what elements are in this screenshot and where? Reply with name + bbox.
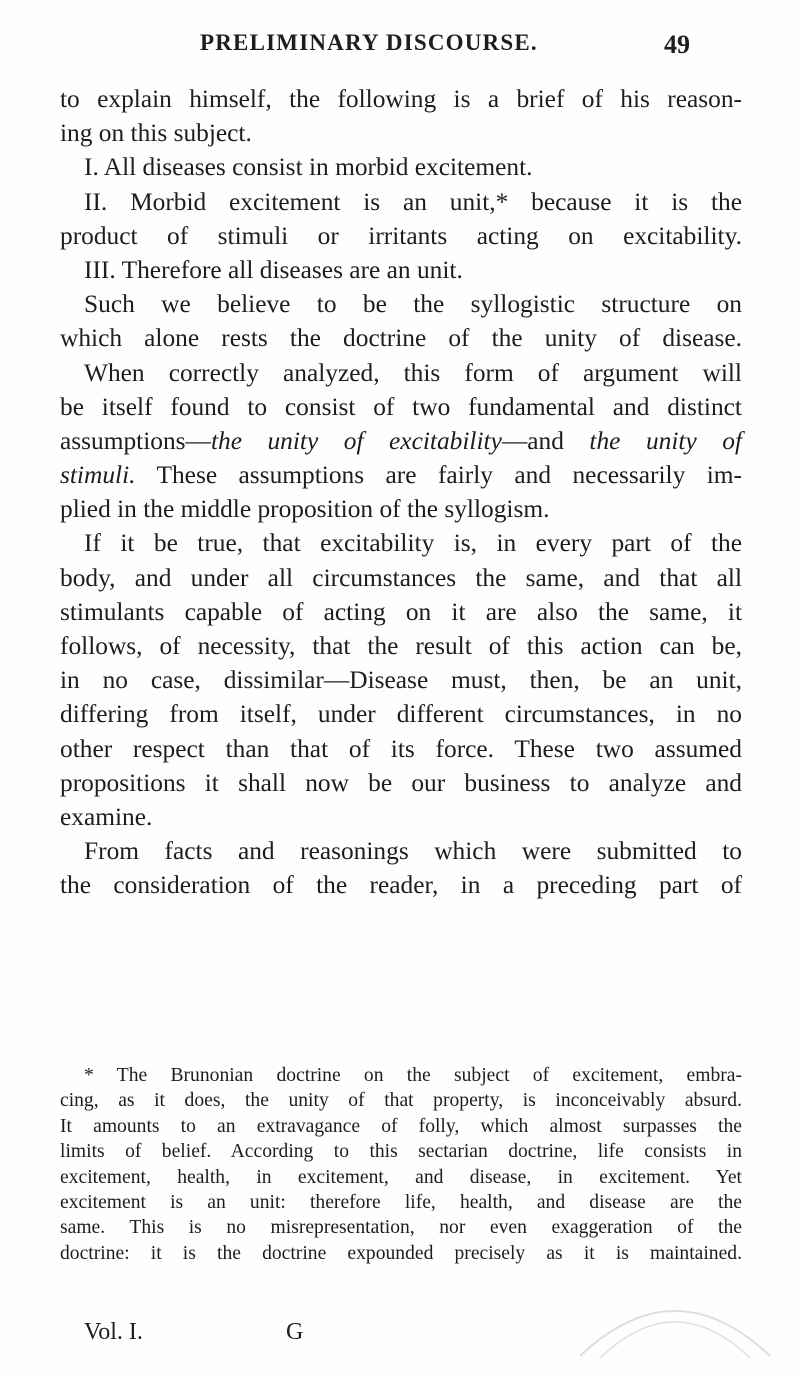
body-line: ing on this subject. (60, 119, 252, 148)
body-line: differing from itself, under different circumstances, in no (60, 700, 742, 729)
footnote-line: limits of belief. According to this sectarian doctrine, life consists in (60, 1141, 742, 1163)
body-line: body, and under all circumstances the same, and that all (60, 563, 742, 592)
body-line: to explain himself, the following is a brief of his reason- (60, 85, 742, 113)
body-line: When correctly analyzed, this form of argument will (84, 358, 742, 387)
footnote (60, 1063, 742, 1266)
italic-phrase: the unity of (589, 426, 742, 455)
footnote-line: * The Brunonian doctrine on the subject of excitement, embra- (84, 1065, 742, 1086)
body-line: the consideration of the reader, in a preceding part of (60, 871, 742, 900)
body-line: stimulants capable of acting on it are also the same, it (60, 597, 742, 626)
body-text (60, 82, 742, 903)
body-line: which alone rests the doctrine of the unity of disease. (60, 324, 742, 353)
body-line: in no case, dissimilar—Disease must, then, be an unit, (60, 666, 742, 695)
body-line: follows, of necessity, that the result of this action can be, (60, 632, 742, 660)
running-head (150, 30, 690, 70)
body-line: plied in the middle proposition of the syllogism. (60, 495, 550, 524)
body-line: examine. (60, 802, 153, 831)
body-line-with-italics: stimuli. These assumptions are fairly and necessarily im- (60, 461, 742, 490)
proposition-two: II. Morbid excitement is an unit,* because it is the (84, 187, 742, 216)
footnote-line: same. This is no misrepresentation, nor even exaggeration of the (60, 1217, 742, 1239)
body-line-with-italics: assumptions—the unity of excitability—and the unity of (60, 426, 742, 455)
italic-phrase: the unity of excitability (210, 426, 502, 455)
proposition-one: I. All diseases consist in morbid excitement. (84, 153, 533, 182)
page-number: 49 (664, 30, 690, 59)
footnote-line: It amounts to an extravagance of folly, which almost surpasses the (60, 1115, 742, 1137)
body-line: From facts and reasonings which were submitted to (84, 837, 742, 866)
footnote-line: excitement is an unit: therefore life, health, and disease are the (60, 1191, 742, 1213)
italic-phrase: stimuli. (60, 461, 136, 490)
footnote-line: cing, as it does, the unity of that property, is inconceivably absurd. (60, 1090, 742, 1112)
body-line: be itself found to consist of two fundamental and distinct (60, 392, 742, 421)
footnote-line: excitement, health, in excitement, and disease, in excitement. Yet (60, 1166, 742, 1188)
body-line: propositions it shall now be our business to analyze and (60, 768, 742, 797)
body-line: If it be true, that excitability is, in every part of the (84, 529, 742, 558)
footnote-line: doctrine: it is the doctrine expounded precisely as it is maintained. (60, 1242, 742, 1264)
body-line: other respect than that of its force. These two assumed (60, 734, 742, 763)
signature-mark: G (286, 1319, 304, 1345)
running-title: PRELIMINARY DISCOURSE. (200, 30, 538, 55)
library-stamp-icon (570, 1276, 780, 1366)
body-line: product of stimuli or irritants acting on excitability. (60, 221, 742, 250)
body-line: Such we believe to be the syllogistic structure on (84, 290, 742, 319)
volume-label: Vol. I. (84, 1319, 143, 1345)
proposition-three: III. Therefore all diseases are an unit. (84, 255, 463, 284)
